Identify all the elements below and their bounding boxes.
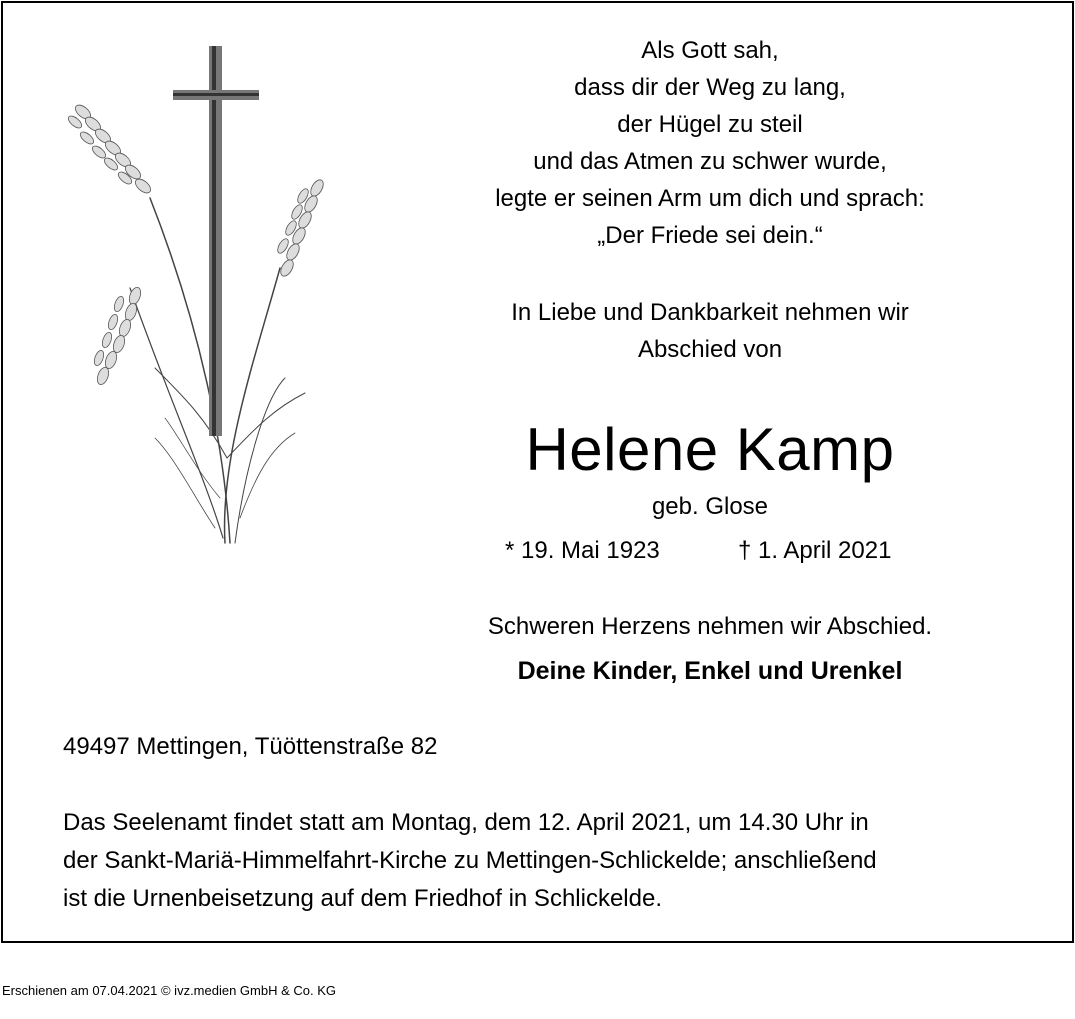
service-line: ist die Urnenbeisetzung auf dem Friedhof in Schlickelde. [63,885,662,912]
poem-line: der Hügel zu steil [617,111,803,138]
intro-line-2: Abschied von [637,336,783,363]
service-info [63,804,1023,918]
poem-line: und das Atmen zu schwer wurde, [533,148,887,175]
intro-text [420,294,1000,368]
poem-line: dass dir der Weg zu lang, [574,74,846,101]
address: 49497 Mettingen, Tüöttenstraße 82 [63,733,438,760]
birth-date: * 19. Mai 1923 [505,537,660,564]
poem-line: „Der Friede sei dein.“ [597,222,823,249]
deceased-name: Helene Kamp [525,416,895,483]
closing-sentence: Schweren Herzens nehmen wir Abschied. [487,613,933,640]
service-line: Das Seelenamt findet statt am Montag, dem 12. April 2021, um 14.30 Uhr in [63,809,869,836]
poem [420,32,1000,254]
family-signature: Deine Kinder, Enkel und Urenkel [517,657,903,685]
death-date: † 1. April 2021 [738,537,892,564]
service-line: der Sankt-Mariä-Himmelfahrt-Kirche zu Mettingen-Schlickelde; anschließend [63,847,877,874]
poem-line: legte er seinen Arm um dich und sprach: [495,185,925,212]
cross-with-wheat-icon [55,38,345,558]
intro-line-1: In Liebe und Dankbarkeit nehmen wir [511,299,909,326]
poem-line: Als Gott sah, [641,37,779,64]
birth-name: geb. Glose [651,493,769,520]
publication-footer: Erschienen am 07.04.2021 © ivz.medien GmbH & Co. KG [2,983,337,998]
